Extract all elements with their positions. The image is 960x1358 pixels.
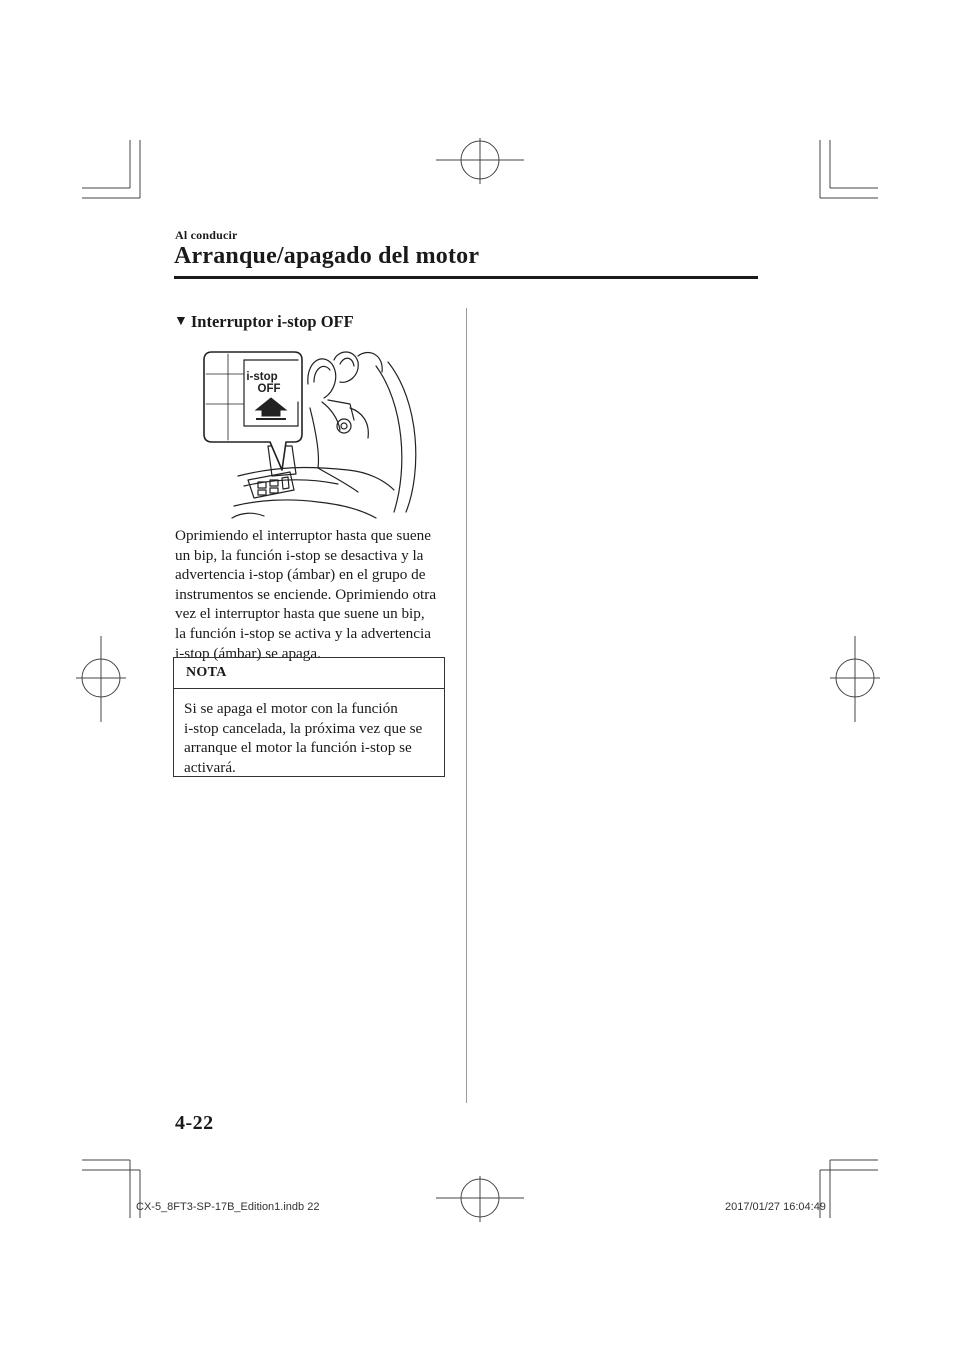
body-line: i-stop (ámbar) se apaga. [175,644,321,662]
switch-label-line1: i-stop [246,371,278,383]
switch-label-line2: OFF [257,383,281,395]
body-line: la función i-stop se activa y la advertencia [175,624,431,642]
note-line: Si se apaga el motor con la función [184,700,398,717]
subsection-title: Interruptor i-stop OFF [190,312,354,331]
subsection-heading [174,312,354,332]
note-line: i-stop cancelada, la próxima vez que se [184,719,423,737]
body-line: instrumentos se enciende. Oprimiendo otra [175,585,437,603]
body-line: vez el interruptor hasta que suene un bip, [175,605,425,623]
body-line: advertencia i-stop (ámbar) en el grupo de [175,566,426,584]
body-line: un bip, la función i-stop se desactiva y la [175,546,424,564]
triangle-marker-icon: ▼ [174,314,188,329]
note-line: arranque el motor la función i-stop se [184,739,412,757]
note-box [173,657,445,777]
column-divider [466,308,467,1103]
footer-timestamp: 2017/01/27 16:04:49 [725,1201,826,1213]
note-body [174,689,444,777]
body-paragraph [175,526,450,663]
note-line: activará. [184,758,236,776]
section-label: Al conducir [175,228,238,242]
chapter-title: Arranque/apagado del motor [174,243,480,269]
chapter-rule [174,276,758,279]
note-heading: NOTA [174,658,444,689]
page-number: 4-22 [175,1112,214,1134]
footer-file-info: CX-5_8FT3-SP-17B_Edition1.indb 22 [136,1201,320,1213]
body-line: Oprimiendo el interruptor hasta que suene [175,527,431,544]
i-stop-switch-illustration [198,342,423,522]
